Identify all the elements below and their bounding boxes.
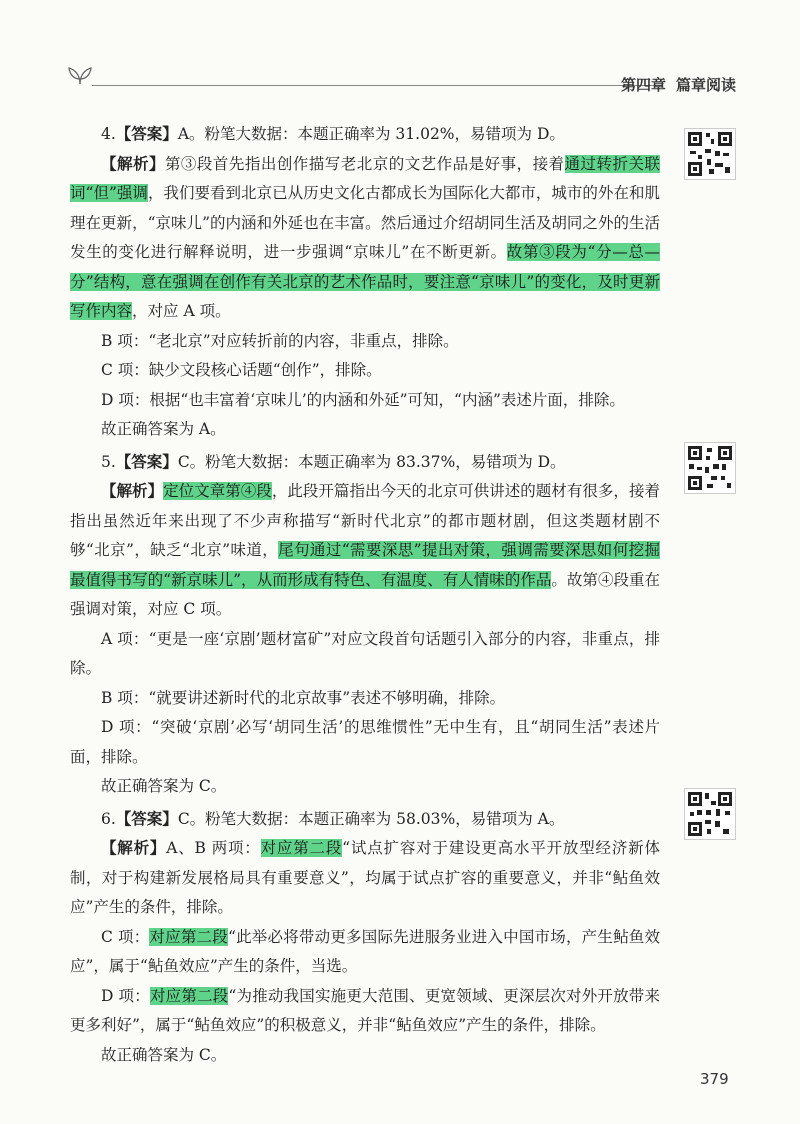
answer-tag: 【答案】 xyxy=(115,809,178,828)
q6-option-c xyxy=(70,923,660,982)
highlighted-text: 对应第二段 xyxy=(149,986,229,1005)
option-prefix: A、B 两项： xyxy=(166,839,261,857)
question-number: 6. xyxy=(101,809,116,828)
analysis-text: “此举必将带动更多国际先进服务业进入中国市场，产生鲇鱼效应”，属于“鲇鱼效应”产生的条件，当选。 xyxy=(70,927,660,975)
analysis-text: “试点扩容对于建设更高水平开放型经济新体制，对于构建新发展格局具有重要意义”，均属于试点扩容的重要意义，并非“鲇鱼效应”产生的条件，排除。 xyxy=(70,839,660,916)
q4-option-b: B 项：“老北京”对应转折前的内容，非重点，排除。 xyxy=(101,331,459,350)
page-number: 379 xyxy=(700,1070,729,1088)
chapter-label: 第四章 xyxy=(620,76,666,94)
highlighted-text: 定位文章第④段 xyxy=(163,482,272,500)
q5-option-b: B 项：“就要讲述新时代的北京故事”表述不够明确，排除。 xyxy=(101,688,506,707)
highlighted-text: 故第③段为“分—总—分”结构，意在强调在创作有关北京的艺术作品时，要注意“京味儿”的变化，及时更新写作内容 xyxy=(70,243,660,320)
answer-text: A。粉笔大数据：本题正确率为 31.02%，易错项为 D。 xyxy=(177,125,565,143)
option-prefix: D 项： xyxy=(101,986,150,1005)
qr-code-icon[interactable] xyxy=(684,128,736,180)
analysis-text: “为推动我国实施更大范围、更宽领域、更深层次对外开放带来更多利好”，属于“鲇鱼效应”的积极意义，并非“鲇鱼效应”产生的条件，排除。 xyxy=(70,986,660,1034)
question-number: 4. xyxy=(101,125,116,143)
section-label: 篇章阅读 xyxy=(675,76,736,94)
page-header xyxy=(66,62,736,92)
q4-option-c: C 项：缺少文段核心话题“创作”，排除。 xyxy=(101,361,382,379)
chapter-title xyxy=(611,74,736,95)
header-rule xyxy=(92,85,662,86)
q4-answer-line xyxy=(70,120,660,150)
q5-option-d: D 项：“突破‘京剧’必写‘胡同生活’的思维惯性”无中生有，且“胡同生活”表述片面，排除。 xyxy=(70,718,660,766)
analysis-text: 第③段首先指出创作描写老北京的文艺作品是好事，接着 xyxy=(164,154,565,173)
q6-final: 故正确答案为 C。 xyxy=(101,1045,227,1064)
q4-final: 故正确答案为 A。 xyxy=(101,420,226,438)
answer-tag: 【答案】 xyxy=(115,125,178,143)
option-prefix: C 项： xyxy=(101,927,150,946)
highlighted-text: 尾句通过“需要深思”提出对策，强调需要深思如何挖掘最值得书写的“新京味儿”，从而形成有特色、有温度、有人情味的作品 xyxy=(70,541,660,589)
q5-final: 故正确答案为 C。 xyxy=(101,777,227,795)
q4-analysis xyxy=(70,150,660,327)
q5-answer-line xyxy=(70,448,660,478)
q6-option-d xyxy=(70,982,660,1041)
qr-code-icon[interactable] xyxy=(684,442,736,494)
highlighted-text: 对应第二段 xyxy=(260,839,343,857)
answer-content xyxy=(70,120,660,1070)
q5-analysis xyxy=(70,477,660,625)
q5-option-a: A 项：“更是一座‘京剧’题材富矿”对应文段首句话题引入部分的内容，非重点，排除。 xyxy=(70,629,660,677)
analysis-text: ，此段开篇指出今天的北京可供讲述的题材有很多，接着指出虽然近年来出现了不少声称描写“新时代北京”的都市题材剧，但这类题材剧不够“北京”，缺乏“北京”味道， xyxy=(70,482,660,559)
leaf-icon xyxy=(66,62,94,86)
q6-answer-line xyxy=(70,805,660,835)
highlighted-text: 通过转折关联词“但”强调 xyxy=(70,154,660,202)
analysis-tag: 【解析】 xyxy=(101,154,165,173)
analysis-tag: 【解析】 xyxy=(101,482,164,500)
q4-option-d: D 项：根据“也丰富着‘京味儿’的内涵和外延”可知，“内涵”表述片面，排除。 xyxy=(101,390,625,409)
analysis-tag: 【解析】 xyxy=(101,839,167,857)
highlighted-text: 对应第二段 xyxy=(149,927,228,946)
analysis-text: ，我们要看到北京已从历史文化古都成长为国际化大都市，城市的外在和肌理在更新，“京味儿”的内涵和外延也在丰富。然后通过介绍胡同生活及胡同之外的生活发生的变化进行解释说明，进一步强调“京味儿”在不断更新。 xyxy=(70,184,660,261)
answer-tag: 【答案】 xyxy=(115,452,178,471)
analysis-text: ，对应 A 项。 xyxy=(132,302,231,320)
answer-text: C。粉笔大数据：本题正确率为 83.37%，易错项为 D。 xyxy=(177,452,566,471)
qr-code-icon[interactable] xyxy=(684,788,736,840)
question-number: 5. xyxy=(101,452,116,471)
q6-analysis-ab xyxy=(70,834,660,923)
analysis-text: 。故第④段重在强调对策，对应 C 项。 xyxy=(70,570,660,618)
answer-text: C。粉笔大数据：本题正确率为 58.03%，易错项为 A。 xyxy=(177,809,565,828)
